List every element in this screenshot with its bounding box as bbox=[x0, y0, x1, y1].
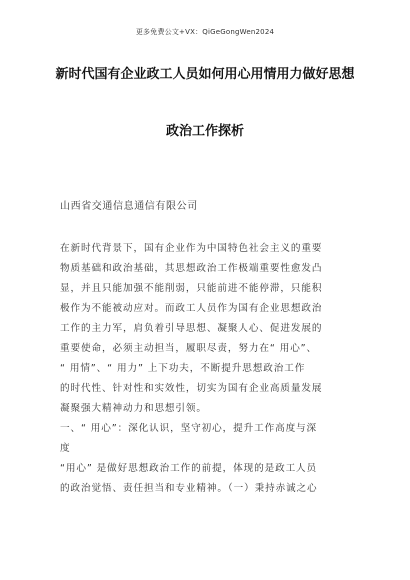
section-heading-line: 度 bbox=[60, 443, 71, 454]
body-line: 的政治觉悟、责任担当和专业精神。（一）秉持赤诚之心 bbox=[60, 483, 318, 494]
body-line: “ 用情”、“ 用力” 上下功夫，不断提升思想政治工作 bbox=[60, 363, 306, 374]
body-line: “用心” 是做好思想政治工作的前提，体现的是政工人员 bbox=[60, 463, 318, 474]
body-line: 工作的主力军，肩负着引导思想、凝聚人心、促进发展的 bbox=[60, 323, 323, 334]
author-organization: 山西省交通信息通信有限公司 bbox=[60, 201, 198, 212]
body-line: 重要使命，必须主动担当，履职尽责，努力在“ 用心”、 bbox=[60, 343, 318, 354]
body-line: 显，并且只能加强不能削弱，只能前进不能停滞，只能积 bbox=[60, 283, 323, 294]
section-heading-line: 一、“ 用心”：深化认识，坚守初心，提升工作高度与深 bbox=[60, 423, 318, 434]
body-line: 极作为不能被动应对。而政工人员作为国有企业思想政治 bbox=[60, 303, 323, 314]
body-line: 凝聚强大精神动力和思想引领。 bbox=[60, 403, 207, 414]
body-line: 物质基础和政治基础，其思想政治工作极端重要性愈发凸 bbox=[60, 263, 323, 274]
body-line: 的时代性、针对性和实效性，切实为国有企业高质量发展 bbox=[60, 383, 323, 394]
document-title-line-1: 新时代国有企业政工人员如何用心用情用力做好思想 bbox=[55, 67, 355, 82]
document-title-line-2: 政治工作探析 bbox=[165, 124, 244, 139]
header-note: 更多免费公文+VX：QiGeGongWen2024 bbox=[135, 28, 275, 36]
body-line: 在新时代背景下，国有企业作为中国特色社会主义的重要 bbox=[60, 243, 323, 254]
